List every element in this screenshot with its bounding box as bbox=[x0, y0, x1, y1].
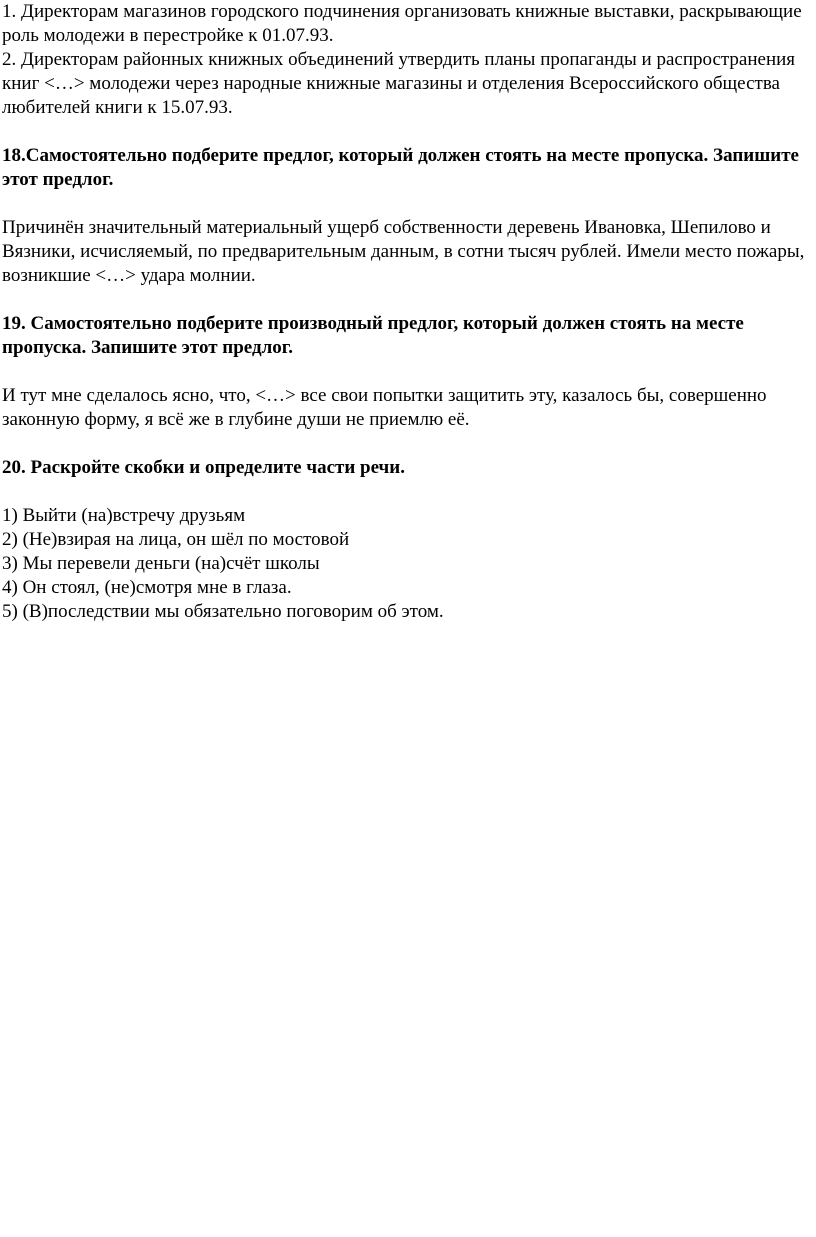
task-18 bbox=[2, 144, 812, 288]
intro-section bbox=[2, 0, 812, 120]
list-item: 5) (В)последствии мы обязательно поговорим об этом. bbox=[2, 601, 444, 622]
list-item: 1) Выйти (на)встречу друзьям bbox=[2, 505, 246, 526]
spacer bbox=[2, 192, 812, 216]
intro-item-2: 2. Директорам районных книжных объединений утвердить планы пропаганды и распространения книг <…> молодежи через народные книжные магазины и отделения Всероссийского общества любителей книги к 15.07.93. bbox=[2, 49, 796, 118]
spacer bbox=[2, 288, 812, 312]
task-18-heading: 18.Самостоятельно подберите предлог, который должен стоять на месте пропуска. Запишите этот предлог. bbox=[2, 145, 799, 190]
task-18-text: Причинён значительный материальный ущерб собственности деревень Ивановка, Шепилово и Вязники, исчисляемый, по предварительным данным, в сотни тысяч рублей. Имели место пожары, возникшие <…> удара молнии. bbox=[2, 217, 805, 286]
task-20-list bbox=[2, 504, 812, 624]
list-item: 2) (Не)взирая на лица, он шёл по мостовой bbox=[2, 529, 350, 550]
task-19-text: И тут мне сделалось ясно, что, <…> все свои попытки защитить эту, казалось бы, совершенно законную форму, я всё же в глубине души не приемлю её. bbox=[2, 385, 767, 430]
task-19 bbox=[2, 312, 812, 432]
intro-item-1: 1. Директорам магазинов городского подчинения организовать книжные выставки, раскрывающие роль молодежи в перестройке к 01.07.93. bbox=[2, 1, 802, 46]
list-item: 4) Он стоял, (не)смотря мне в глаза. bbox=[2, 577, 292, 598]
task-20 bbox=[2, 456, 812, 624]
spacer bbox=[2, 120, 812, 144]
task-20-heading: 20. Раскройте скобки и определите части речи. bbox=[2, 457, 405, 478]
spacer bbox=[2, 360, 812, 384]
task-19-heading: 19. Самостоятельно подберите производный предлог, который должен стоять на месте пропуска. Запишите этот предлог. bbox=[2, 313, 744, 358]
spacer bbox=[2, 480, 812, 504]
list-item: 3) Мы перевели деньги (на)счёт школы bbox=[2, 553, 320, 574]
spacer bbox=[2, 432, 812, 456]
